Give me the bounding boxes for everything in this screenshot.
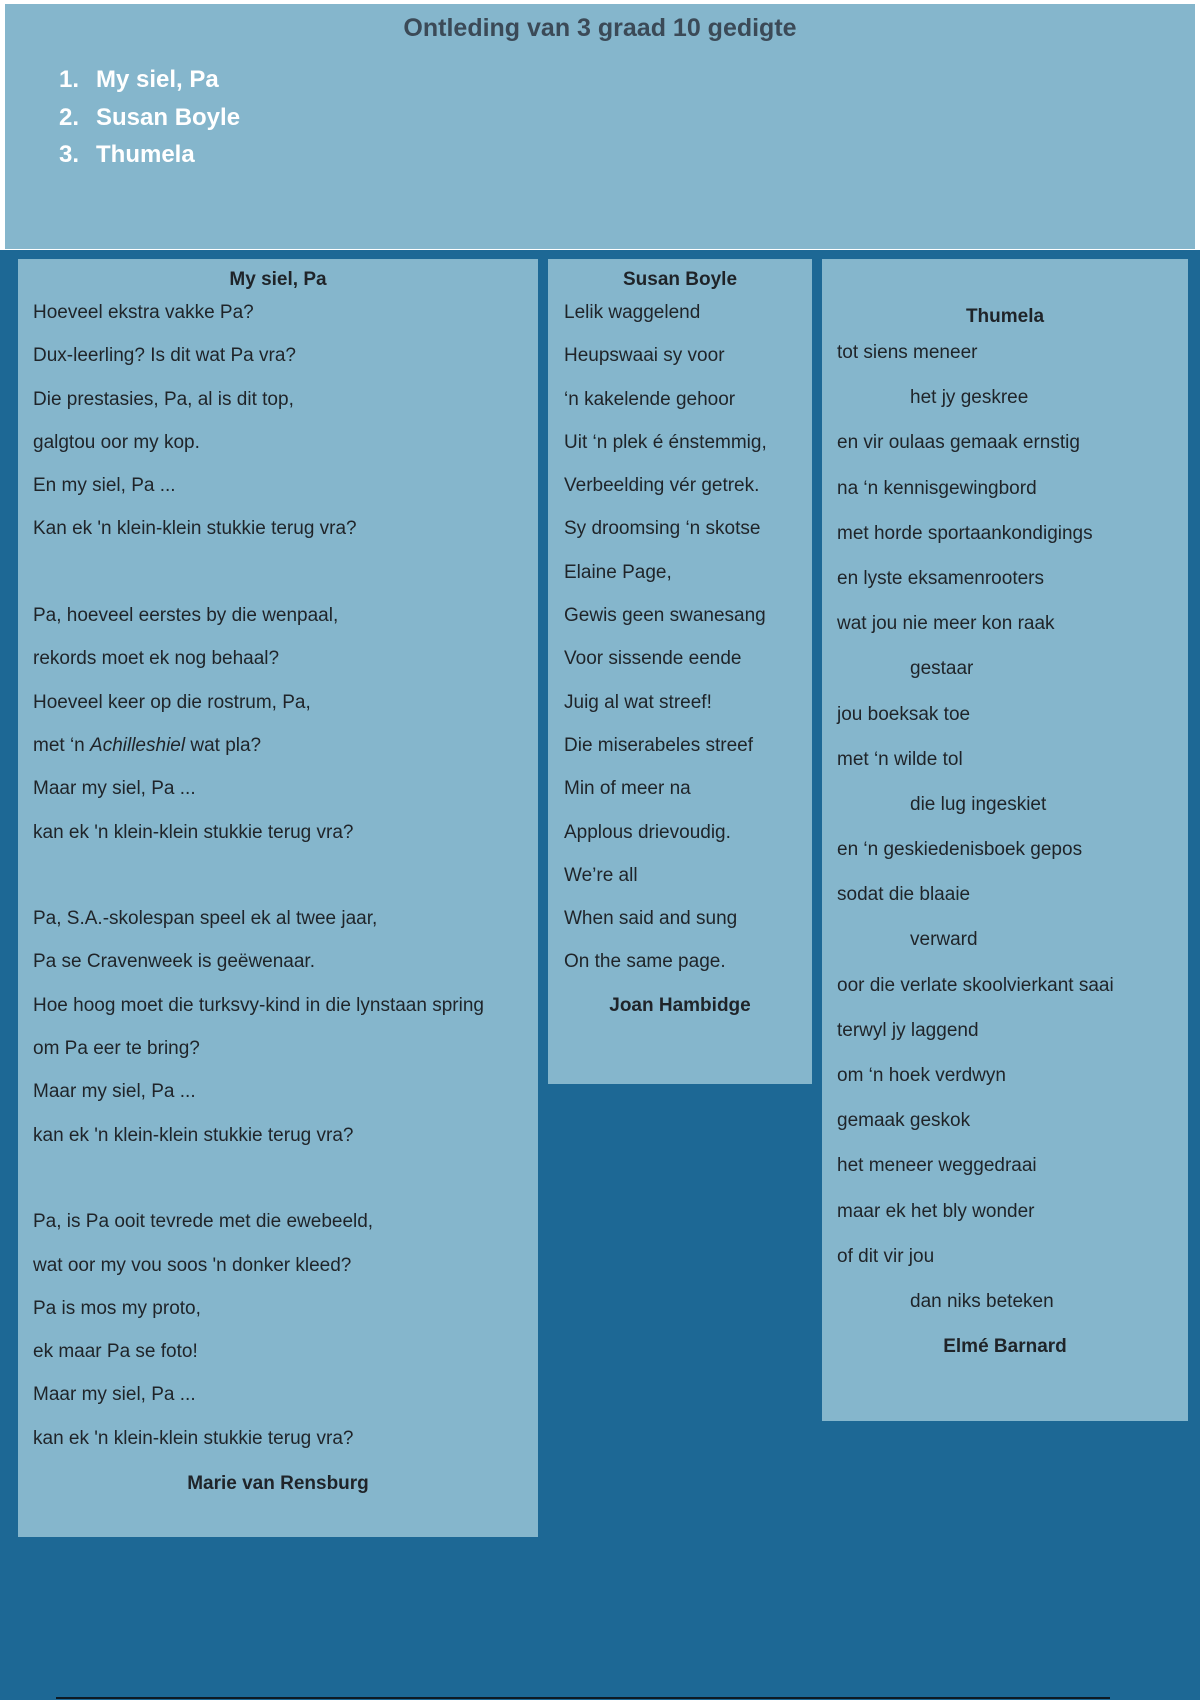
poem-author: Marie van Rensburg: [187, 1473, 369, 1495]
poem-line: Hoe hoog moet die turksvy-kind in die lynstaan spring: [33, 994, 484, 1016]
poem-line: Maar my siel, Pa ...: [33, 1081, 196, 1103]
poem-line: Pa, hoeveel eerstes by die wenpaal,: [33, 605, 339, 627]
list-number: 2.: [59, 103, 80, 131]
list-number: 3.: [59, 141, 80, 168]
poem-line: Voor sissende eende: [564, 648, 742, 670]
poem-line: Heupswaai sy voor: [564, 345, 725, 367]
poem-line: om ‘n hoek verdwyn: [837, 1065, 1006, 1086]
poem-line: gestaar: [910, 658, 974, 680]
poem-line: Die prestasies, Pa, al is dit top,: [33, 388, 294, 410]
poem-line: en vir oulaas gemaak ernstig: [837, 432, 1080, 454]
poem-title: My siel, Pa: [229, 269, 327, 290]
poem-line: Gewis geen swanesang: [564, 605, 766, 627]
poem-line: Pa se Cravenweek is geëwenaar.: [33, 951, 315, 973]
poem-line: ‘n kakelende gehoor: [564, 388, 736, 410]
poem-line: galgtou oor my kop.: [33, 431, 200, 453]
poem-line: het meneer weggedraai: [837, 1155, 1037, 1177]
list-label: Thumela: [96, 141, 195, 168]
poem-panel-thumela: [822, 259, 1188, 1421]
poem-line: Dux-leerling? Is dit wat Pa vra?: [33, 345, 296, 367]
poem-line: om Pa eer te bring?: [33, 1038, 200, 1060]
poem-line: En my siel, Pa ...: [33, 475, 176, 497]
poem-line: Elaine Page,: [564, 561, 672, 583]
poem-line: Pa is mos my proto,: [33, 1297, 201, 1319]
list-number: 1.: [59, 66, 80, 93]
poem-list-item: [59, 141, 240, 179]
poem-line: oor die verlate skoolvierkant saai: [837, 974, 1114, 996]
poem-line: met ‘n Achilleshiel wat pla?: [33, 734, 262, 756]
poem-line: dan niks beteken: [910, 1290, 1054, 1312]
poem-line: terwyl jy laggend: [837, 1019, 979, 1041]
poem-line: Verbeelding vér getrek.: [564, 475, 760, 497]
poem-line: rekords moet ek nog behaal?: [33, 648, 280, 670]
poem-line: [18, 562, 538, 605]
poem-line: Sy droomsing ‘n skotse: [564, 518, 761, 540]
poem-author: Joan Hambidge: [609, 994, 751, 1016]
poem-line: jou boeksak toe: [837, 703, 971, 725]
poem-list: [59, 66, 240, 179]
poem-line: maar ek het bly wonder: [837, 1200, 1035, 1222]
poem-line: Die miserabeles streef: [564, 734, 754, 756]
poem-line: na ‘n kennisgewingbord: [837, 477, 1037, 499]
poem-line: On the same page.: [564, 951, 726, 973]
poem-line: sodat die blaaie: [837, 884, 971, 906]
poem-line: Pa, is Pa ooit tevrede met die ewebeeld,: [33, 1211, 374, 1233]
poem-line: Uit ‘n plek é énstemmig,: [564, 431, 767, 453]
footer-rule: [56, 1697, 1110, 1699]
poem-line: en ‘n geskiedenisboek gepos: [837, 839, 1083, 861]
poem-line: tot siens meneer: [837, 342, 978, 363]
poem-lines: [548, 302, 812, 995]
poem-author: Elmé Barnard: [943, 1336, 1067, 1358]
poem-line: gemaak geskok: [837, 1110, 971, 1132]
poem-line: [18, 865, 538, 908]
poem-line: Kan ek 'n klein-klein stukkie terug vra?: [33, 518, 357, 540]
poem-lines: [822, 342, 1188, 1336]
poem-list-item: [59, 104, 240, 142]
poem-lines: [18, 302, 538, 1471]
poem-line: met horde sportaankondigings: [837, 522, 1093, 544]
list-label: My siel, Pa: [96, 66, 219, 93]
poem-title: Susan Boyle: [622, 269, 738, 290]
poem-line: die lug ingeskiet: [910, 793, 1047, 815]
poem-line: kan ek 'n klein-klein stukkie terug vra?: [33, 1124, 354, 1146]
poem-line: Min of meer na: [564, 778, 691, 800]
poem-line: wat oor my vou soos 'n donker kleed?: [33, 1254, 352, 1276]
header-box: [4, 3, 1196, 250]
poem-line: wat jou nie meer kon raak: [837, 613, 1055, 635]
poem-line: of dit vir jou: [837, 1245, 935, 1267]
poem-line: Pa, S.A.-skolespan speel ek al twee jaar,: [33, 908, 378, 930]
poem-list-item: [59, 66, 240, 104]
poem-line: Juig al wat streef!: [564, 691, 712, 713]
poem-line: When said and sung: [564, 908, 738, 930]
poem-line: het jy geskree: [910, 387, 1029, 409]
poem-line: kan ek 'n klein-klein stukkie terug vra?: [33, 821, 354, 843]
poem-line: Hoeveel keer op die rostrum, Pa,: [33, 691, 311, 713]
poem-line: ek maar Pa se foto!: [33, 1341, 198, 1363]
poem-line: Hoeveel ekstra vakke Pa?: [33, 302, 254, 323]
poem-panel-susan-boyle: [548, 259, 812, 1084]
poem-line: kan ek 'n klein-klein stukkie terug vra?: [33, 1427, 354, 1449]
poem-line: [18, 1168, 538, 1211]
page-title: Ontleding van 3 graad 10 gedigte: [403, 14, 797, 42]
poem-line: Lelik waggelend: [564, 302, 701, 323]
emphasis: Achilleshiel: [90, 734, 186, 756]
poem-line: Maar my siel, Pa ...: [33, 778, 196, 800]
poem-line: Maar my siel, Pa ...: [33, 1384, 196, 1406]
poem-line: en lyste eksamenrooters: [837, 567, 1044, 589]
poem-line: verward: [910, 929, 978, 951]
list-label: Susan Boyle: [96, 103, 241, 131]
poem-panel-my-siel-pa: [18, 259, 538, 1537]
poem-line: We’re all: [564, 864, 638, 886]
poem-line: Applous drievoudig.: [564, 821, 731, 843]
poem-line: met ‘n wilde tol: [837, 748, 963, 770]
poem-title: Thumela: [965, 306, 1045, 327]
